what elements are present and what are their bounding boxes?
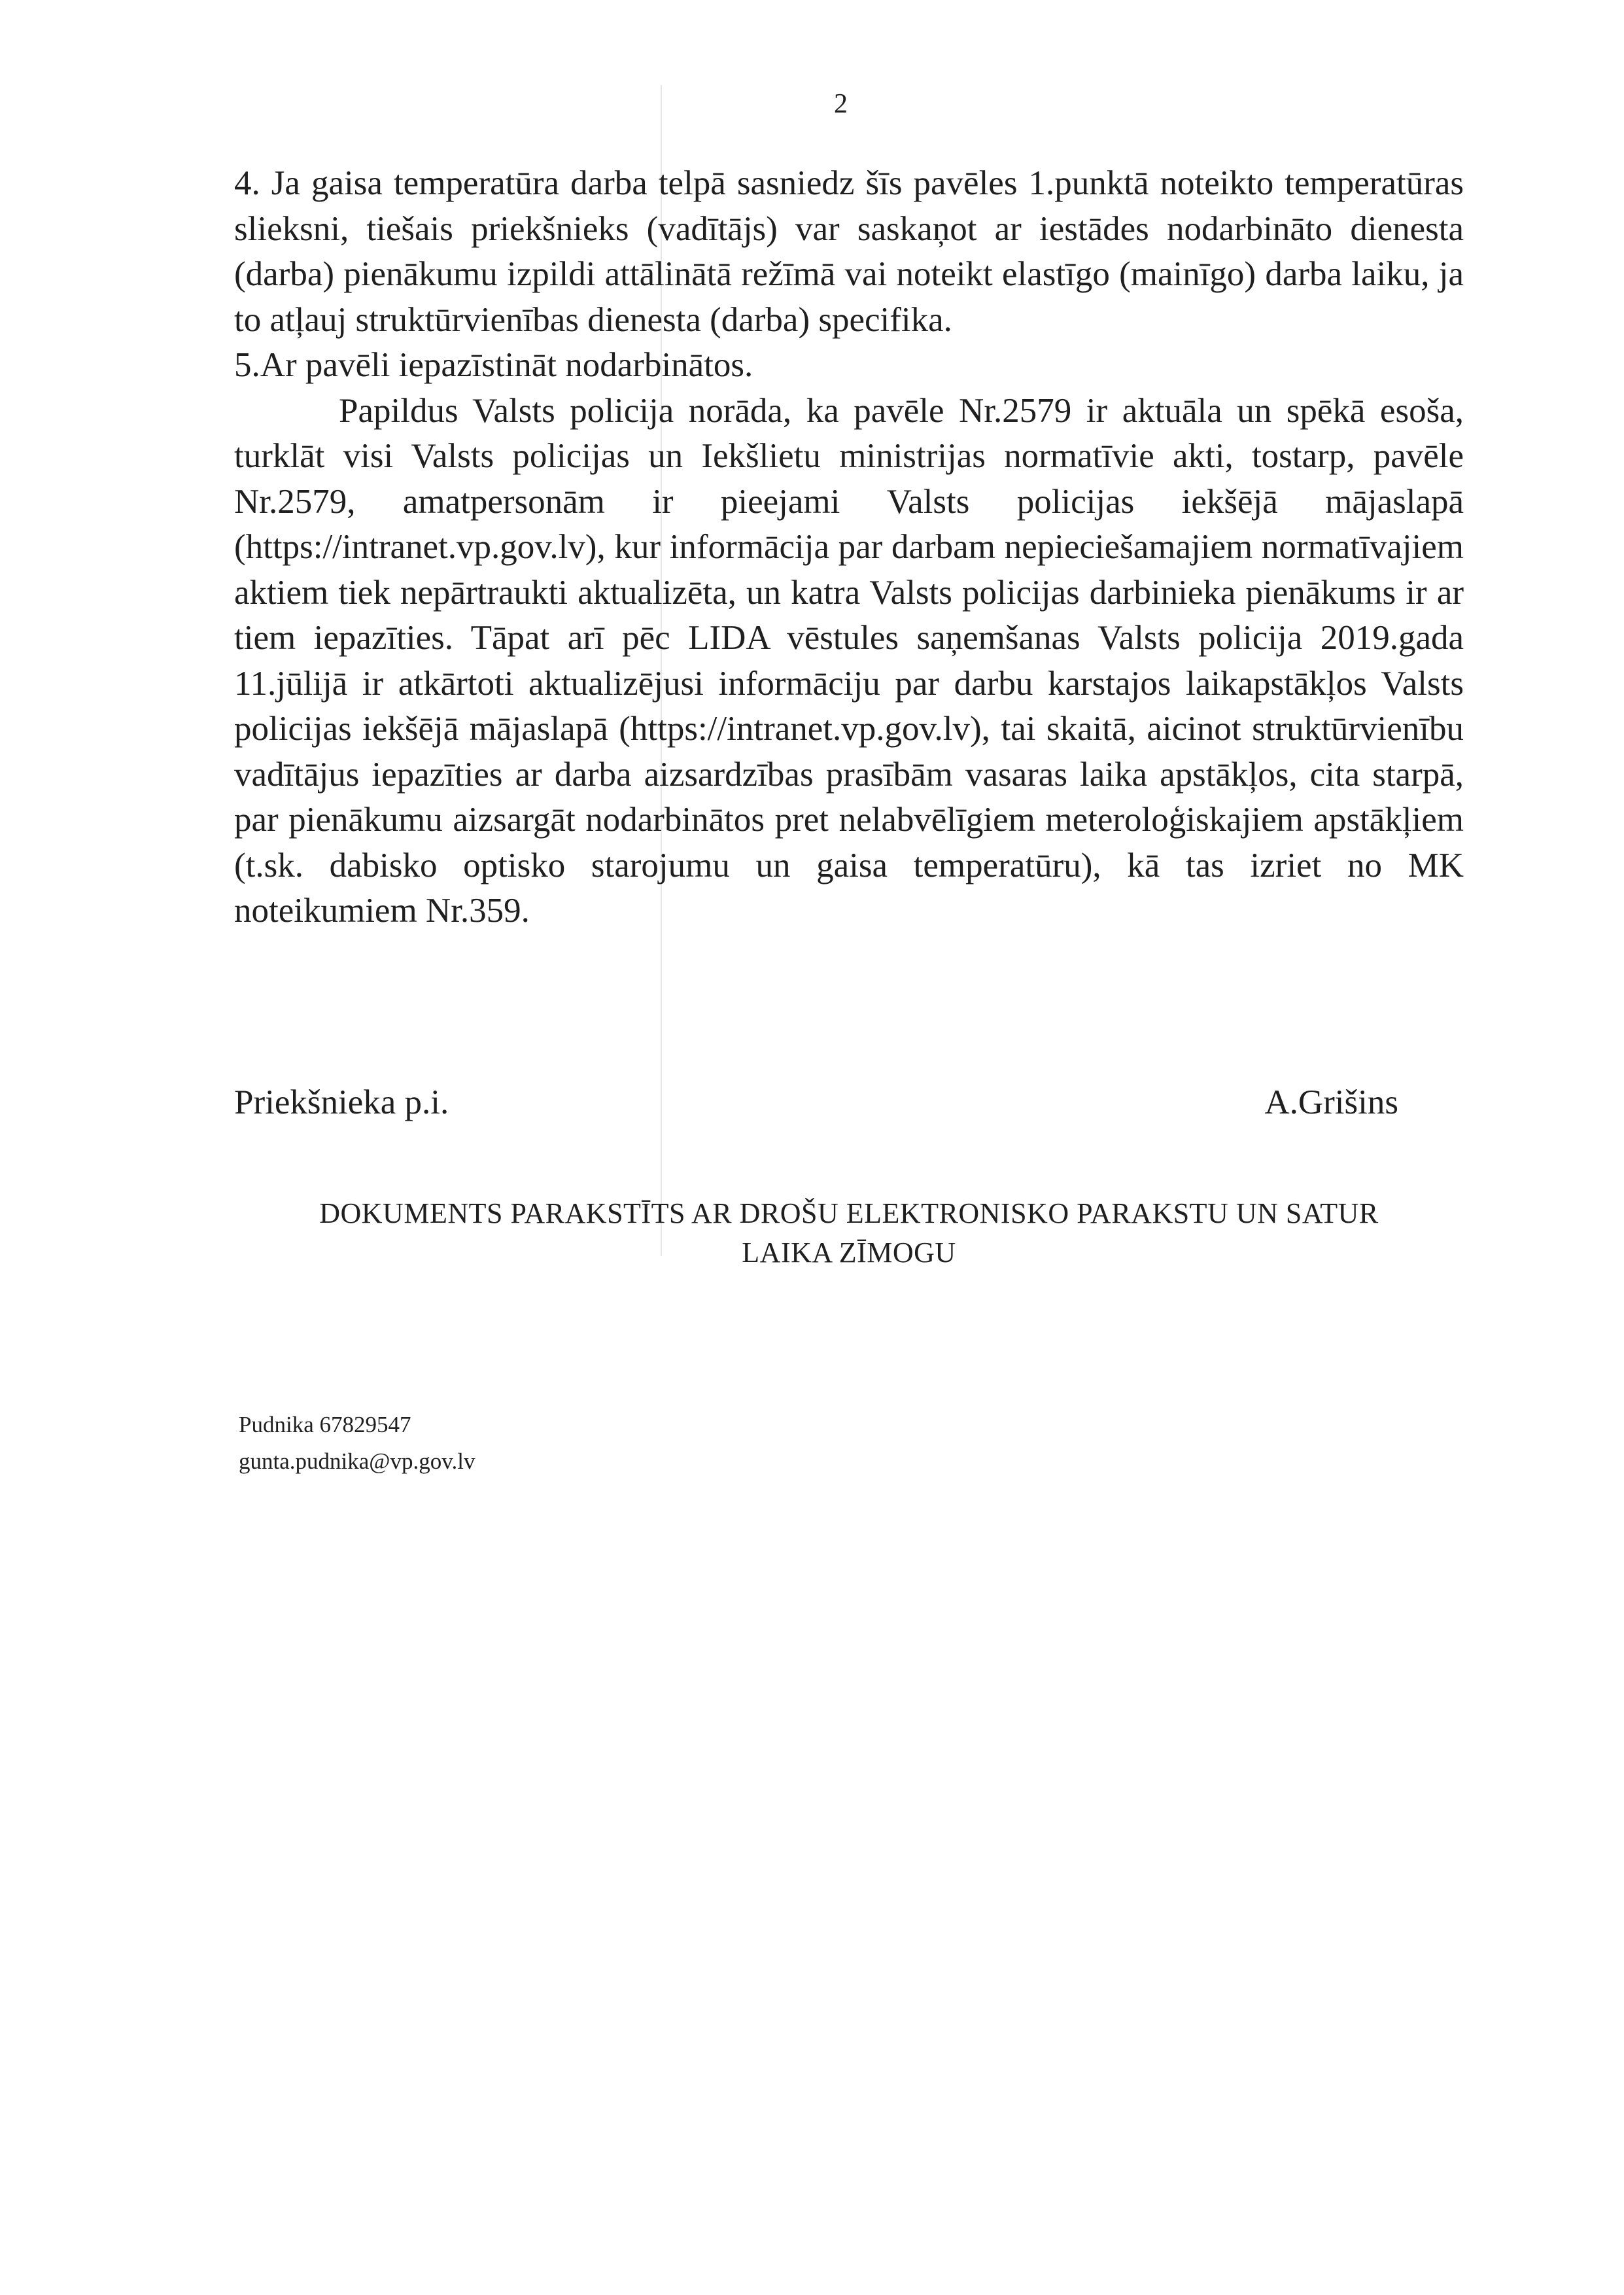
- paragraph-additional: Papildus Valsts policija norāda, ka pavēle Nr.2579 ir aktuāla un spēkā esoša, turklāt visi Valsts policijas un Iekšlietu ministrijas normatīvie akti, tostarp, pavēle Nr.2579, amatpersonām ir pieejami Valsts policijas iekšējā mājaslapā (https://intranet.vp.gov.lv), kur informācija par darbam nepieciešamajiem normatīvajiem aktiem tiek nepārtraukti aktualizēta, un katra Valsts policijas darbinieka pienākums ir ar tiem iepazīties. Tāpat arī pēc LIDA vēstules saņemšanas Valsts policija 2019.gada 11.jūlijā ir atkārtoti aktualizējusi informāciju par darbu karstajos laikapstākļos Valsts policijas iekšējā mājaslapā (https://intranet.vp.gov.lv), tai skaitā, aicinot struktūrvienību vadītājus iepazīties ar darba aizsardzības prasībām vasaras laika apstākļos, cita starpā, par pienākumu aizsargāt nodarbinātos pret nelabvēlīgiem meteroloģiskajiem apstākļiem (t.sk. dabisko optisko starojumu un gaisa temperatūru), kā tas izriet no MK noteikumiem Nr.359.: [234, 391, 1464, 930]
- signatory-position: Priekšnieka p.i.: [234, 1083, 449, 1121]
- paragraph-point-4: 4. Ja gaisa temperatūra darba telpā sasniedz šīs pavēles 1.punktā noteikto temperatūras slieksni, tiešais priekšnieks (vadītājs) var saskaņot ar iestādes nodarbināto dienesta (darba) pienākumu izpildi attālinātā režīmā vai noteikt elastīgo (mainīgo) darba laiku, ja to atļauj struktūrvienības dienesta (darba) specifika.: [234, 164, 1464, 339]
- contact-email: gunta.pudnika@vp.gov.lv: [239, 1448, 475, 1474]
- contact-info: [239, 1407, 475, 1480]
- letter-body: [234, 161, 1464, 934]
- electronic-signature-notice: [234, 1194, 1464, 1272]
- esign-notice-line-2: LAIKA ZĪMOGU: [742, 1236, 956, 1269]
- paragraph-point-5: 5.Ar pavēli iepazīstināt nodarbinātos.: [234, 346, 753, 384]
- page-number: 2: [834, 89, 848, 119]
- contact-phone: Pudnika 67829547: [239, 1412, 411, 1437]
- esign-notice-line-1: DOKUMENTS PARAKSTĪTS AR DROŠU ELEKTRONISKO PARAKSTU UN SATUR: [319, 1197, 1379, 1229]
- signature-block: [234, 1083, 1398, 1122]
- signatory-name: A.Grišins: [1264, 1083, 1398, 1121]
